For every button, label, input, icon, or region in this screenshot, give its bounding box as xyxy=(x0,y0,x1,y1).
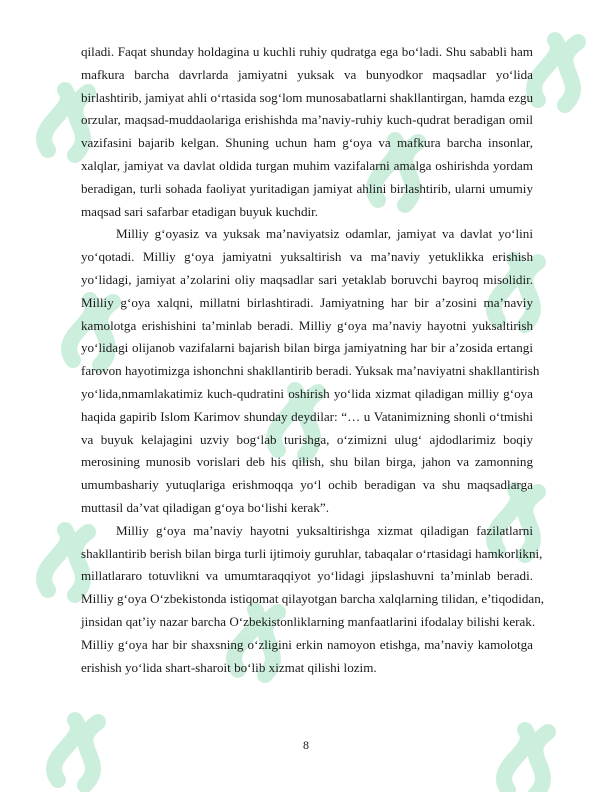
text-line: Milliy g‘oya O‘zbekistonda istiqomat qilayotgan barcha xalqlarning tilidan, e’tiqodidan, xyxy=(81,591,545,607)
document-body xyxy=(81,41,545,679)
text-line: vazifasini bajarib kelgan. Shuning uchun ham g‘oya va mafkura barcha insonlar, xyxy=(81,135,533,151)
text-line: shakllantirib berish bilan birga turli ijtimoiy guruhlar, tabaqalar o‘rtasidagi hamkorlikni, xyxy=(81,545,543,561)
text-line: kamolotga erishishini ta’minlab beradi. Milliy g‘oya ma’naviy hayotni yuksaltirish xyxy=(81,317,533,333)
text-line: yo‘qotadi. Milliy g‘oya jamiyatni yuksaltirish va ma’naviy yetuklikka erishish xyxy=(81,249,533,265)
text-line: Milliy g‘oyasiz va yuksak ma’naviyatsiz odamlar, jamiyat va davlat yo‘lini xyxy=(116,226,533,242)
text-line: maqsad sari safarbar etadigan buyuk kuchdir. xyxy=(81,203,319,219)
watermark-stroke xyxy=(534,40,578,105)
text-line: qiladi. Faqat shunday holdagina u kuchli ruhiy qudratga ega bo‘ladi. Shu sababli ham xyxy=(81,44,533,59)
text-line: orzular, maqsad-muddaolariga erishishda ma’naviy-ruhiy kuch-qudrat beradigan omil xyxy=(81,112,533,128)
paragraph xyxy=(81,520,545,680)
text-line: umumbashariy yutuqlariga erishmoqqa yo‘l ochib beradigan va shu maqsadlarga xyxy=(81,477,533,493)
paragraph xyxy=(81,41,533,223)
text-line: va buyuk kelajagini uzviy bog‘lab turishga, o‘zimizni ulug‘ ajdodlarimiz boqiy xyxy=(81,431,533,447)
text-line: birlashtirib, jamiyat ahli o‘rtasida sog‘lom munosabatlarni shakllantirgan, hamda ezgu xyxy=(81,89,534,105)
text-line: erishish yo‘lida shart-sharoit bo‘lib xizmat qilishi lozim. xyxy=(81,659,377,675)
text-line: merosining munosib vorislari deb his qilish, shu bilan birga, jahon va zamonning xyxy=(81,454,533,470)
text-line: millatlararo totuvlikni va umumtaraqqiyot yo‘lidagi jipslashuvni ta’minlab beradi. xyxy=(81,568,533,584)
text-line: yo‘lida,nmamlakatimiz kuch-qudratini oshirish yo‘lida xizmat qiladigan milliy g‘oya xyxy=(81,385,533,401)
text-line: jinsidan qat’iy nazar barcha O‘zbekistonliklarning manfaatlarini ifodalay bilishi kerak. xyxy=(81,613,536,629)
text-line: yo‘lidagi olijanob vazifalarni bajarish bilan birga jamiyatning har bir a’zosida ertangi xyxy=(81,340,533,356)
text-line: haqida gapirib Islom Karimov shunday deydilar: “… u Vatanimizning shonli o‘tmishi xyxy=(81,408,533,424)
text-line: Milliy g‘oya ma’naviy hayotni yuksaltirishga xizmat qiladigan fazilatlarni xyxy=(116,522,533,538)
text-line: muttasil da’vat qiladigan g‘oya bo‘lishi kerak”. xyxy=(81,499,329,515)
text-line: Milliy g‘oya har bir shaxsning o‘zligini erkin namoyon etishga, ma’naviy kamolotga xyxy=(81,636,533,652)
text-line: farovon hayotimizga ishonchni shakllantirib beradi. Yuksak ma’naviyatni shakllantirish xyxy=(81,363,540,379)
text-line: beradigan, turli sohada faoliyat yuritadigan jamiyat ahlini birlashtirib, ularni umumiy xyxy=(81,180,533,196)
page-number: 8 xyxy=(303,738,309,752)
text-line: Milliy g‘oya xalqni, millatni birlashtiradi. Jamiyatning har bir a’zosini ma’naviy xyxy=(81,294,533,310)
text-line: xalqlar, jamiyat va davlat oldida turgan muhim vazifalarni amalga oshirishda yordam xyxy=(81,157,533,173)
text-line: mafkura barcha davrlarda jamiyatni yuksak va bunyodkor maqsadlar yo‘lida xyxy=(81,66,533,82)
paragraph xyxy=(81,223,540,519)
text-line: yo‘lidagi, jamiyat a’zolarini oliy maqsadlar sari yetaklab boruvchi bayroq misolidir. xyxy=(81,271,533,287)
